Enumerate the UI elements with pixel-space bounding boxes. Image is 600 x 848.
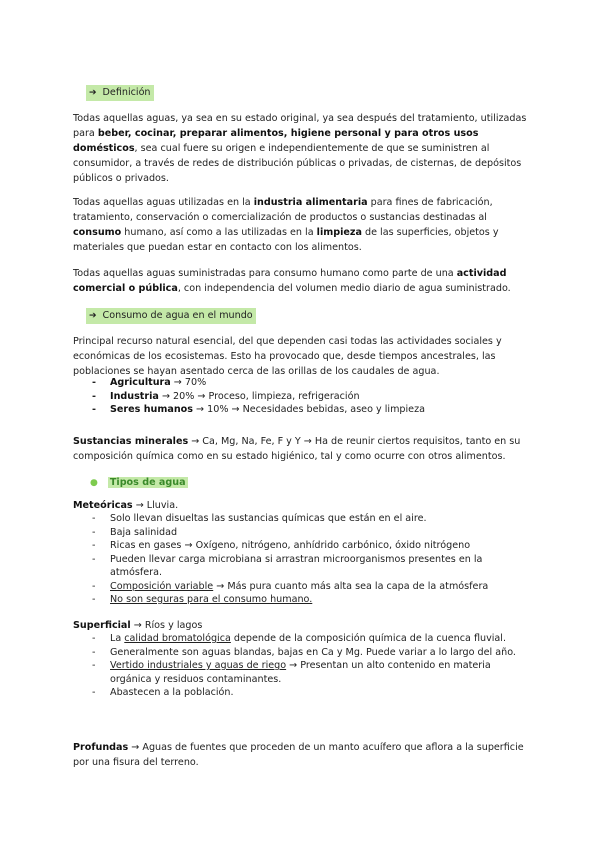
list-item: - Abastecen a la población. <box>92 687 234 698</box>
paragraph-definicion-1: Todas aquellas aguas, ya sea en su estado original, ya sea después del tratamiento, utilizadas para beber, cocinar, preparar alimentos, higiene personal y para otros usos domésticos, sea cual fuere su origen e independientemente de que se suministren al consumidor, a través de redes de distribución públicas o privadas, de cisternas, de depósitos públicos o privados. <box>73 113 527 184</box>
list-item: - Baja salinidad <box>92 526 178 538</box>
superficial-heading: Superficial → Ríos y lagos <box>73 620 203 631</box>
consumo-list <box>90 376 530 417</box>
section-header-tipos: ● Tipos de agua <box>90 477 186 488</box>
list-item: - La calidad bromatológica depende de la composición química de la cuenca fluvial. <box>92 633 507 644</box>
superficial-list <box>90 632 530 700</box>
list-item: - Composición variable → Más pura cuanto más alta sea la capa de la atmósfera <box>92 580 489 592</box>
list-item: - No son seguras para el consumo humano. <box>92 594 313 605</box>
section-header-definicion: ➔ Definición <box>86 85 154 101</box>
list-item: - Vertido industriales y aguas de riego → Presentan un alto contenido en materia orgánica y residuos contaminantes. <box>92 660 491 685</box>
profundas-paragraph: Profundas → Aguas de fuentes que proceden de un manto acuífero que aflora a la superficie por una fisura del terreno. <box>73 742 524 768</box>
list-item: - Pueden llevar carga microbiana si arrastran microorganismos presentes en la atmósfera. <box>92 553 483 578</box>
arrow-icon: ➔ <box>89 88 97 98</box>
arrow-icon: ➔ <box>89 311 97 321</box>
section-header-consumo: ➔ Consumo de agua en el mundo <box>86 308 256 324</box>
list-item: - Solo llevan disueltas las sustancias químicas que están en el aire. <box>92 513 427 524</box>
paragraph-consumo-intro: Principal recurso natural esencial, del que dependen casi todas las actividades sociales y económicas de los ecosistemas. Esto ha provocado que, desde tiempos ancestrales, las poblaciones se hayan asentado cerca de las orillas de los caudales de agua. <box>73 336 502 377</box>
meteoricas-list <box>90 512 530 607</box>
list-item: - Industria → 20% → Proceso, limpieza, refrigeración <box>92 390 360 402</box>
paragraph-minerales: Sustancias minerales → Ca, Mg, Na, Fe, F y Y → Ha de reunir ciertos requisitos, tanto en su composición química como en su estado higiénico, tal y como ocurre con otros alimentos. <box>73 436 521 462</box>
list-item: - Ricas en gases → Oxígeno, nitrógeno, anhídrido carbónico, óxido nitrógeno <box>92 540 471 551</box>
list-item: - Agricultura → 70% <box>92 377 207 388</box>
paragraph-definicion-3: Todas aquellas aguas suministradas para consumo humano como parte de una actividad comercial o pública, con independencia del volumen medio diario de agua suministrado. <box>73 268 511 294</box>
meteoricas-heading: Meteóricas → Lluvia. <box>73 500 179 511</box>
list-item: - Generalmente son aguas blandas, bajas en Ca y Mg. Puede variar a lo largo del año. <box>92 646 516 658</box>
bullet-dot-icon: ● <box>90 478 98 488</box>
list-item: - Seres humanos → 10% → Necesidades bebidas, aseo y limpieza <box>92 404 425 415</box>
paragraph-definicion-2: Todas aquellas aguas utilizadas en la industria alimentaria para fines de fabricación, tratamiento, conservación o comercialización de productos o sustancias destinadas al consumo humano, así como a las utilizadas en la limpieza de las superficies, objetos y materiales que puedan estar en contacto con los alimentos. <box>73 197 499 253</box>
